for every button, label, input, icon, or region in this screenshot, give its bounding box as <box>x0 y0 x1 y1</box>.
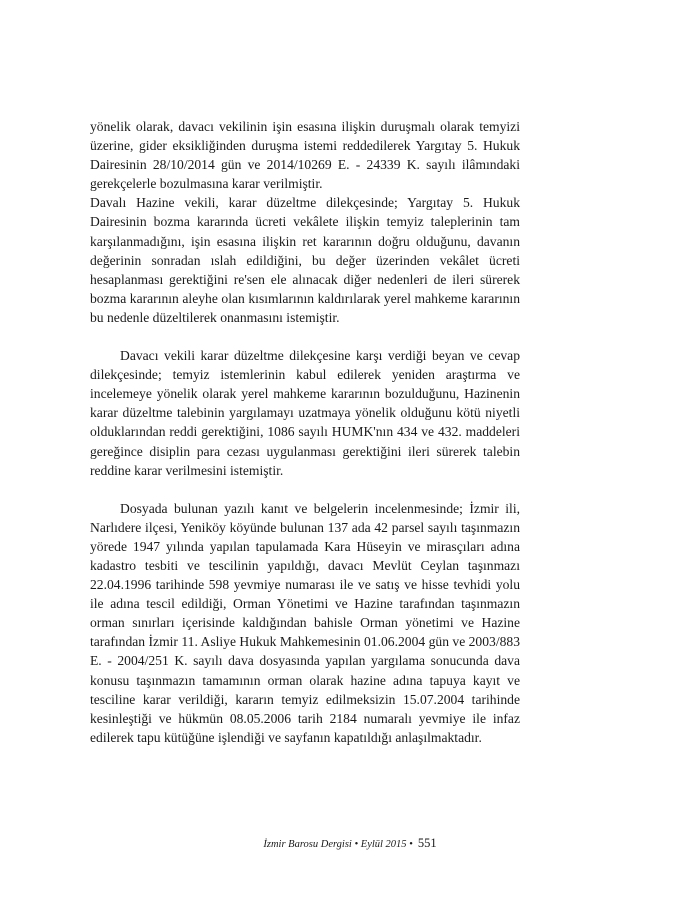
paragraph-continuation: yönelik olarak, davacı vekilinin işin esasına ilişkin duruşmalı olarak temyizi üzerine, gider eksikliğinden duruşma istemi reddedilerek Yargıtay 5. Hukuk Dairesinin 28/10/2014 gün ve 2014/10269 E. - 24339 K. sayılı ilâmındaki gerekçelerle bozulmasına karar verilmiştir. <box>90 119 520 192</box>
paragraph-davaci-reply: Davacı vekili karar düzeltme dilekçesine karşı verdiği beyan ve cevap dilekçesinde; temyiz istemlerinin kabul edilerek yeniden araştırma ve incelemeye yönelik olarak yerel mahkeme kararının bozulduğunu, Hazinenin karar düzeltme talebinin yargılamayı uzatmaya yönelik olduğunu kötü niyetli olduklarından reddi gerektiğini, 1086 sayılı HUMK'nın 434 ve 432. maddeleri gereğince disiplin para cezası uygulanması gerektiğini ileri sürerek talebin reddine karar verilmesini istemiştir. <box>90 348 520 478</box>
journal-name: İzmir Barosu Dergisi • Eylül 2015 • <box>263 839 413 850</box>
page-footer <box>0 834 700 852</box>
page-number: 551 <box>417 836 437 850</box>
paragraph-hazine-appeal: Davalı Hazine vekili, karar düzeltme dilekçesinde; Yargıtay 5. Hukuk Dairesinin bozma kararında ücreti vekâlete ilişkin temyiz taleplerinin tam karşılanmadığını, işin esasına ilişkin ret kararının doğru olduğunu, davanın değerinin sonradan ıslah edildiğini, bu değer üzerinden vekâlet ücreti hesaplanması gerektiğini re'sen ele alınacak diğer nedenleri de ileri sürerek bozma kararının aleyhe olan kısımlarının kaldırılarak yerel mahkeme kararının bu nedenle düzeltilerek onanmasını istemiştir. <box>90 195 520 325</box>
paragraph-dosya-inceleme: Dosyada bulunan yazılı kanıt ve belgelerin incelenmesinde; İzmir ili, Narlıdere ilçesi, Yeniköy köyünde bulunan 137 ada 42 parsel sayılı taşınmazın yörede 1947 yılında yapılan tapulamada Kara Hüseyin ve mirasçıları adına kadastro tesbiti ve tescilinin yapıldığı, davacı Mevlüt Ceylan taşınmazı 22.04.1996 tarihinde 598 yevmiye numarası ile ve satış ve hisse tevhidi yolu ile adına tescil edildiği, Orman Yönetimi ve Hazine tarafından taşınmazın orman sınırları içerisinde kaldığından bahisle Orman yönetimi ve Hazine tarafından İzmir 11. Asliye Hukuk Mahkemesinin 01.06.2004 gün ve 2003/883 E. - 2004/251 K. sayılı dava dosyasında yapılan yargılama sonucunda dava konusu taşınmazın tamamının orman olarak hazine adına tapuya kayıt ve tesciline karar verildiği, kararın temyiz edilmeksizin 15.07.2004 tarihinde kesinleştiği ve hükmün 08.05.2006 tarih 2184 numaralı yevmiye ile infaz edilerek tapu kütüğüne işlendiği ve sayfanın kapatıldığı anlaşılmaktadır. <box>90 500 520 745</box>
body-text <box>90 117 520 747</box>
